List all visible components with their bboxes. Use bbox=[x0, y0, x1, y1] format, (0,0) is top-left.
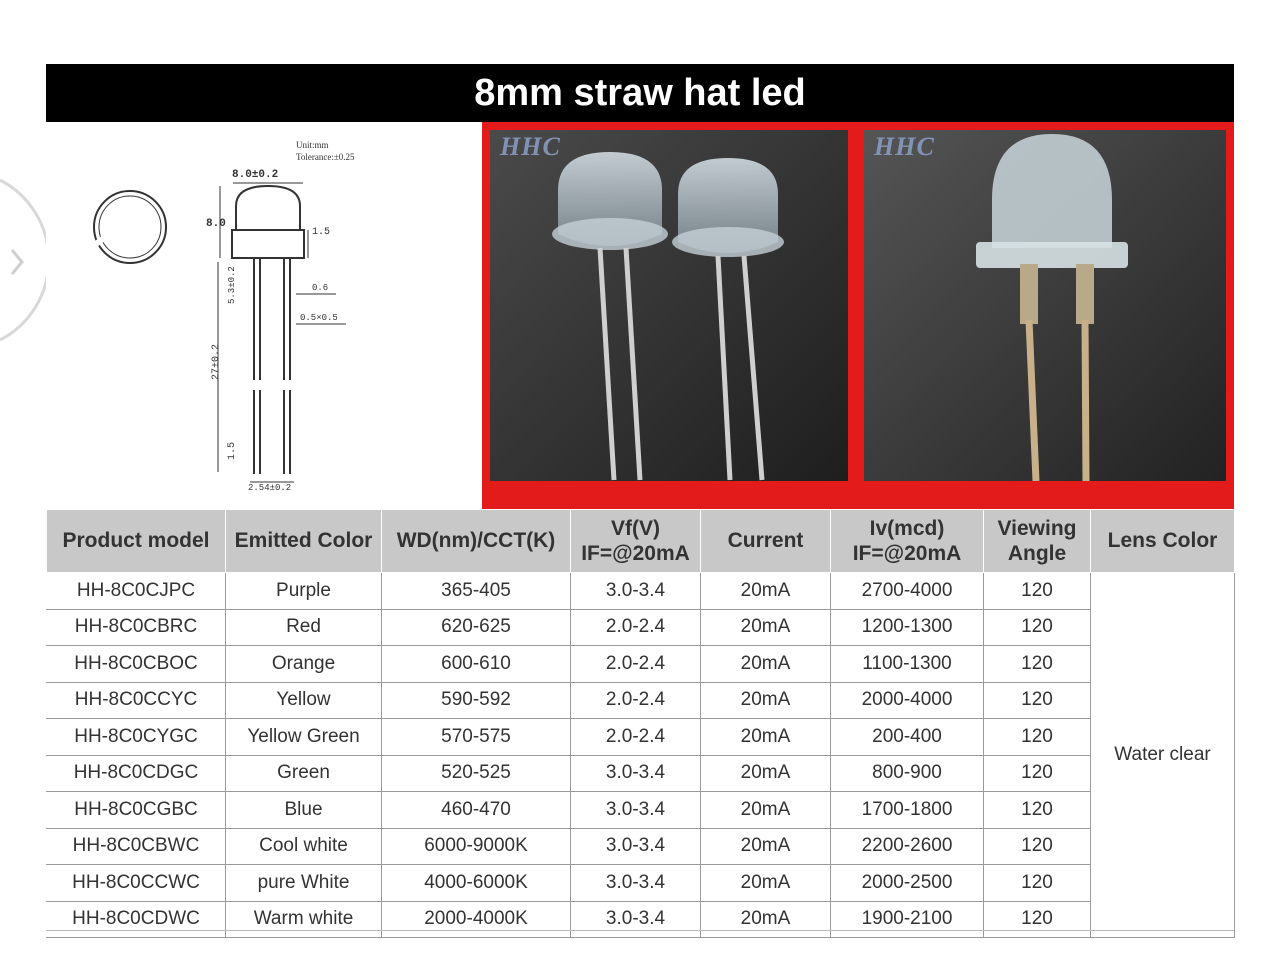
cell-angle: 120 bbox=[984, 865, 1091, 902]
table-row bbox=[47, 646, 1235, 683]
table-row bbox=[47, 792, 1235, 829]
cell-vf: 3.0-3.4 bbox=[571, 792, 701, 829]
col-luminous-intensity: Iv(mcd) IF=@20mA bbox=[831, 510, 984, 573]
dim-flange: 1.5 bbox=[312, 227, 331, 238]
page-title: 8mm straw hat led bbox=[46, 64, 1234, 122]
cell-current: 20mA bbox=[701, 792, 831, 829]
cell-current: 20mA bbox=[701, 682, 831, 719]
cell-current: 20mA bbox=[701, 828, 831, 865]
cell-current: 20mA bbox=[701, 609, 831, 646]
dim-lead-top: 5.3±0.2 bbox=[227, 266, 237, 304]
tolerance-label: Tolerance:±0.25 bbox=[296, 152, 355, 162]
cell-current: 20mA bbox=[701, 573, 831, 610]
dim-pitch: 2.54±0.2 bbox=[248, 483, 292, 493]
cell-wavelength: 520-525 bbox=[382, 755, 571, 792]
cell-vf: 3.0-3.4 bbox=[571, 901, 701, 938]
cell-angle: 120 bbox=[984, 828, 1091, 865]
cell-model: HH-8C0CGBC bbox=[47, 792, 226, 829]
cell-model: HH-8C0CBOC bbox=[47, 646, 226, 683]
cell-vf: 2.0-2.4 bbox=[571, 719, 701, 756]
cell-angle: 120 bbox=[984, 573, 1091, 610]
chevron-right-icon bbox=[12, 250, 22, 274]
spec-table bbox=[46, 509, 1235, 938]
cell-iv: 1900-2100 bbox=[831, 901, 984, 938]
cell-wavelength: 590-592 bbox=[382, 682, 571, 719]
cell-angle: 120 bbox=[984, 719, 1091, 756]
cell-angle: 120 bbox=[984, 646, 1091, 683]
cell-iv: 800-900 bbox=[831, 755, 984, 792]
cell-angle: 120 bbox=[984, 755, 1091, 792]
cell-color: Cool white bbox=[226, 828, 382, 865]
cell-vf: 2.0-2.4 bbox=[571, 682, 701, 719]
cell-vf: 3.0-3.4 bbox=[571, 828, 701, 865]
cell-color: Red bbox=[226, 609, 382, 646]
single-led-image bbox=[864, 130, 1226, 481]
cell-iv: 1700-1800 bbox=[831, 792, 984, 829]
cell-iv: 2700-4000 bbox=[831, 573, 984, 610]
cell-color: Yellow bbox=[226, 682, 382, 719]
photo-brand-watermark: HHC bbox=[874, 132, 935, 161]
cell-iv: 2000-4000 bbox=[831, 682, 984, 719]
cell-wavelength: 2000-4000K bbox=[382, 901, 571, 938]
cell-current: 20mA bbox=[701, 901, 831, 938]
dim-lead-square: 0.5×0.5 bbox=[300, 313, 338, 323]
cell-current: 20mA bbox=[701, 755, 831, 792]
dim-lead-bottom: 1.5 bbox=[227, 441, 238, 460]
unit-label: Unit:mm bbox=[296, 140, 329, 150]
col-forward-voltage: Vf(V) IF=@20mA bbox=[571, 510, 701, 573]
product-sheet bbox=[46, 64, 1234, 938]
col-emitted-color: Emitted Color bbox=[226, 510, 382, 573]
cell-wavelength: 6000-9000K bbox=[382, 828, 571, 865]
cell-iv: 1100-1300 bbox=[831, 646, 984, 683]
led-top-view bbox=[94, 191, 166, 263]
dim-width: 8.0±0.2 bbox=[232, 169, 279, 181]
cell-current: 20mA bbox=[701, 865, 831, 902]
col-product-model: Product model bbox=[47, 510, 226, 573]
cell-color: Yellow Green bbox=[226, 719, 382, 756]
cell-model: HH-8C0CDWC bbox=[47, 901, 226, 938]
table-row bbox=[47, 609, 1235, 646]
cell-model: HH-8C0CBWC bbox=[47, 828, 226, 865]
table-header-row bbox=[47, 510, 1235, 573]
col-wavelength: WD(nm)/CCT(K) bbox=[382, 510, 571, 573]
cell-current: 20mA bbox=[701, 719, 831, 756]
cell-wavelength: 620-625 bbox=[382, 609, 571, 646]
cell-vf: 3.0-3.4 bbox=[571, 865, 701, 902]
cell-angle: 120 bbox=[984, 901, 1091, 938]
cell-model: HH-8C0CCYC bbox=[47, 682, 226, 719]
cell-model: HH-8C0CYGC bbox=[47, 719, 226, 756]
cell-angle: 120 bbox=[984, 682, 1091, 719]
two-leds-image bbox=[490, 130, 848, 481]
photo-brand-watermark: HHC bbox=[500, 132, 561, 161]
cell-angle: 120 bbox=[984, 609, 1091, 646]
cell-vf: 2.0-2.4 bbox=[571, 609, 701, 646]
cell-color: Orange bbox=[226, 646, 382, 683]
dim-lead-length: 27±0.2 bbox=[211, 343, 222, 380]
led-dimension-diagram bbox=[46, 122, 482, 509]
cell-wavelength: 570-575 bbox=[382, 719, 571, 756]
col-viewing-angle: Viewing Angle bbox=[984, 510, 1091, 573]
page-divider bbox=[46, 930, 1234, 937]
cell-color: pure White bbox=[226, 865, 382, 902]
cell-color: Green bbox=[226, 755, 382, 792]
cell-model: HH-8C0CBRC bbox=[47, 609, 226, 646]
cell-lens-color: Water clear bbox=[1091, 573, 1235, 938]
table-row bbox=[47, 719, 1235, 756]
cell-iv: 2200-2600 bbox=[831, 828, 984, 865]
dimension-drawing bbox=[46, 122, 482, 509]
cell-current: 20mA bbox=[701, 646, 831, 683]
table-row bbox=[47, 682, 1235, 719]
cell-iv: 1200-1300 bbox=[831, 609, 984, 646]
col-lens-color: Lens Color bbox=[1091, 510, 1235, 573]
col-current: Current bbox=[701, 510, 831, 573]
product-photo-pair bbox=[482, 122, 856, 509]
cell-wavelength: 460-470 bbox=[382, 792, 571, 829]
led-dome bbox=[236, 186, 300, 230]
cell-wavelength: 4000-6000K bbox=[382, 865, 571, 902]
table-row bbox=[47, 573, 1235, 610]
cell-color: Blue bbox=[226, 792, 382, 829]
cell-model: HH-8C0CDGC bbox=[47, 755, 226, 792]
cell-wavelength: 365-405 bbox=[382, 573, 571, 610]
image-row bbox=[46, 122, 1234, 509]
led-flange bbox=[232, 230, 304, 258]
cell-color: Warm white bbox=[226, 901, 382, 938]
cell-model: HH-8C0CCWC bbox=[47, 865, 226, 902]
cell-color: Purple bbox=[226, 573, 382, 610]
product-photo-single bbox=[856, 122, 1234, 509]
cell-model: HH-8C0CJPC bbox=[47, 573, 226, 610]
cell-angle: 120 bbox=[984, 792, 1091, 829]
table-row bbox=[47, 865, 1235, 902]
cell-vf: 2.0-2.4 bbox=[571, 646, 701, 683]
cell-vf: 3.0-3.4 bbox=[571, 755, 701, 792]
table-row bbox=[47, 828, 1235, 865]
dim-lead-width: 0.6 bbox=[312, 283, 329, 293]
cell-wavelength: 600-610 bbox=[382, 646, 571, 683]
dim-height: 8.0 bbox=[206, 218, 226, 230]
table-row bbox=[47, 755, 1235, 792]
cell-vf: 3.0-3.4 bbox=[571, 573, 701, 610]
cell-iv: 200-400 bbox=[831, 719, 984, 756]
cell-iv: 2000-2500 bbox=[831, 865, 984, 902]
